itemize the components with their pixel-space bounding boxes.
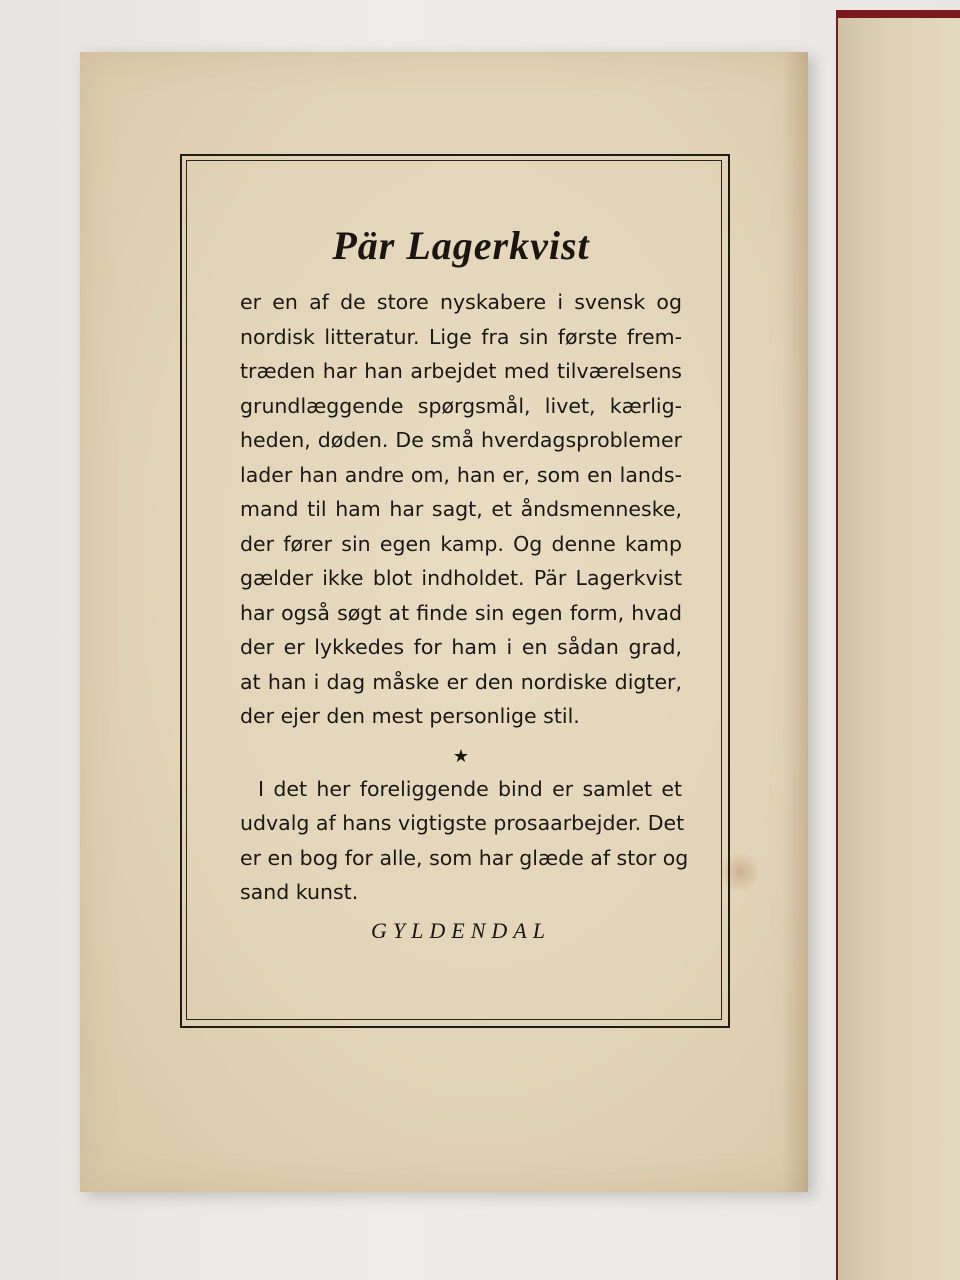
- text-line: har også søgt at finde sin egen form, hvad: [240, 600, 682, 625]
- publisher-name: GYLDENDAL: [371, 917, 551, 943]
- page-gutter-shadow: [782, 52, 808, 1192]
- text-line: I det her foreliggende bind er samlet et: [258, 776, 682, 801]
- text-line: er en af de store nyskabere i svensk og: [240, 290, 682, 314]
- paragraph-volume: [240, 772, 689, 910]
- text-line: er en bog for alle, som har glæde af stor og: [240, 845, 689, 870]
- paragraph-intro: [240, 285, 682, 734]
- text-line: gælder ikke blot indholdet. Pär Lagerkvist: [240, 566, 682, 590]
- text-line: lader han andre om, han er, som en lands-: [240, 462, 682, 487]
- page-title: Pär Lagerkvist: [332, 223, 590, 268]
- text-line: nordisk litteratur. Lige fra sin første frem-: [240, 324, 682, 349]
- facing-page-edge: [838, 18, 960, 1280]
- text-line: der ejer den mest personlige stil.: [240, 704, 580, 728]
- page-content: [240, 222, 689, 944]
- book-page: [80, 52, 808, 1192]
- text-line: mand til ham har sagt, et åndsmenneske,: [240, 497, 682, 521]
- text-line: grundlæggende spørgsmål, livet, kærlig-: [240, 393, 682, 418]
- text-line: udvalg af hans vigtigste prosaarbejder. Det: [240, 811, 685, 835]
- text-line: der er lykkedes for ham i en sådan grad,: [240, 635, 682, 659]
- star-separator: ★: [452, 745, 470, 766]
- text-line: træden har han arbejdet med tilværelsens: [240, 359, 682, 383]
- text-line: heden, døden. De små hverdagsproblemer: [240, 428, 682, 452]
- text-line: sand kunst.: [240, 880, 359, 904]
- text-line: at han i dag måske er den nordiske digter,: [240, 669, 682, 694]
- text-line: der fører sin egen kamp. Og denne kamp: [240, 531, 682, 556]
